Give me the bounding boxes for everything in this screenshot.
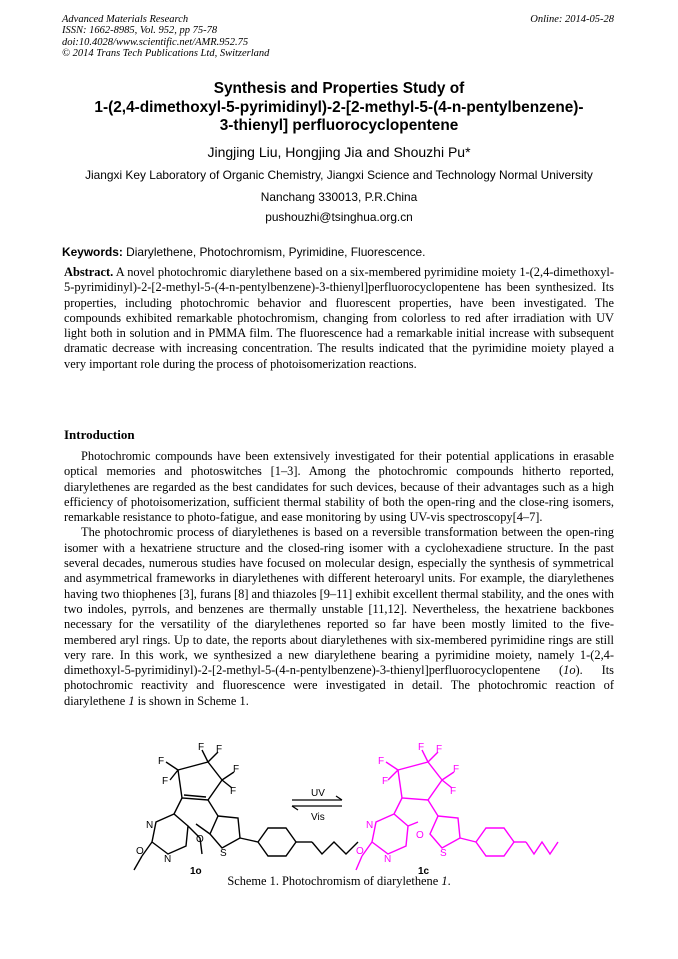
journal-doi: doi:10.4028/www.scientific.net/AMR.952.75 <box>62 36 249 48</box>
svg-text:F: F <box>450 786 457 797</box>
paragraph: Photochromic compounds have been extensively investigated for their potential applications in erasable optical memories and photoswitches [1–3]. Among the photochromic compounds hitherto reported, diarylethenes are regarded as the best candidates for such devices, because of their advantages such as a high efficiency of photoisomerization, sufficient thermal stability of both the open-ring and the close-ring isomers, remarkable resistance to photo-fatigue, and ease monitoring by using UV-vis spectroscopy[4–7]. <box>64 449 614 525</box>
title-line: 1-(2,4-dimethoxyl-5-pyrimidinyl)-2-[2-methyl-5-(4-n-pentylbenzene)- <box>94 98 584 116</box>
svg-text:F: F <box>216 744 223 755</box>
svg-text:O: O <box>196 834 204 845</box>
section-heading: Introduction <box>64 427 135 442</box>
svg-text:S: S <box>440 848 447 859</box>
svg-text:F: F <box>158 756 165 767</box>
arrow-vis-label: Vis <box>311 812 325 823</box>
online-date: Online: 2014-05-28 <box>530 14 614 25</box>
svg-text:F: F <box>198 742 205 753</box>
svg-text:F: F <box>162 776 169 787</box>
svg-text:O: O <box>136 846 144 857</box>
svg-text:O: O <box>356 846 364 857</box>
paragraph: The photochromic process of diarylethenes is based on a reversible transformation between the open-ring isomer with a hexatriene structure and the closed-ring isomer with a cyclohexadiene structure. In the past several decades, numerous studies have focused on molecular design, especially the synthesis of symmetrical and asymmetrical frameworks in diarylethenes with different heteroaryl units. For example, the diarylethenes having two thiophenes [3], furans [8] and thiazoles [9–11] exhibit excellent thermal stability, and the ones with two indoles, pyrrols, and benzenes are thermally unstable [11,12]. Nevertheless, the hexatriene backbones necessary for the versatility of the diarylethenes reported so far have been mostly limited to the five-membered aryl rings. Up to date, the reports about diarylethenes with six-membered pyrimidine rings are still very rare. In this work, we synthesized a new diarylethene bearing a pyrimidine moiety, namely 1-(2,4-dimethoxyl-5-pyrimidinyl)-2-[2-methyl-5-(4-n-pentylbenzene)-3-thienyl]perfluorocyclopentene (1o). Its photochromic reactivity and fluorescence were investigated in detail. The photochromic reaction of diarylethene 1 is shown in Scheme 1. <box>64 525 615 708</box>
svg-text:N: N <box>384 854 392 865</box>
keywords-text: Diarylethene, Photochromism, Pyrimidine, Fluorescence. <box>122 245 426 259</box>
svg-text:F: F <box>382 776 389 787</box>
svg-text:N: N <box>164 854 172 865</box>
keywords <box>62 245 425 259</box>
svg-text:F: F <box>418 742 425 753</box>
journal-header <box>62 14 269 60</box>
svg-text:F: F <box>233 764 240 775</box>
keywords-label: Keywords: <box>62 245 123 259</box>
svg-text:N: N <box>146 820 154 831</box>
arrow-uv-label: UV <box>311 788 325 799</box>
journal-name: Advanced Materials Research <box>62 14 189 25</box>
svg-text:F: F <box>436 744 443 755</box>
compound-label-1o: 1o <box>190 866 202 877</box>
svg-text:S: S <box>220 848 227 859</box>
abstract-text: A novel photochromic diarylethene based on a six-membered pyrimidine moiety 1-(2,4-dimethoxyl-5-pyrimidinyl)-2-[2-methyl-5-(4-n-pentylbenzene)-3-thienyl]perfluorocyclopentene has been synthesized. Its properties, including photochromic behavior and fluorescent properties, have been investigated. The compounds exhibited remarkable photochromism, changing from colorless to red after irradiation with UV light both in solution and in PMMA film. The fluorescence had a remarkable initial increase with subsequent dramatic decrease with increasing concentration. The results indicated that the pyrimidine moiety played a very important role during the process of photoisomerization reactions. <box>64 265 614 371</box>
compound-label-1c: 1c <box>418 866 430 877</box>
svg-text:F: F <box>453 764 460 775</box>
email[interactable]: pushouzhi@tsinghua.org.cn <box>265 210 413 224</box>
journal-copyright: © 2014 Trans Tech Publications Ltd, Switzerland <box>62 48 270 60</box>
svg-text:F: F <box>230 786 237 797</box>
abstract-label: Abstract. <box>64 265 114 279</box>
title-line: 3-thienyl] perfluorocyclopentene <box>219 117 459 134</box>
introduction-body <box>64 449 614 709</box>
open-ring-structure <box>134 750 358 870</box>
journal-issn: ISSN: 1662-8985, Vol. 952, pp 75-78 <box>62 25 218 37</box>
title-line: Synthesis and Properties Study of <box>213 80 465 97</box>
paper-title <box>40 80 638 136</box>
abstract <box>64 265 614 372</box>
authors: Jingjing Liu, Hongjing Jia and Shouzhi Pu* <box>207 144 471 160</box>
scheme-caption: Scheme 1. Photochromism of diarylethene 1. <box>227 874 451 888</box>
affiliation-address: Nanchang 330013, P.R.China <box>260 190 418 204</box>
svg-text:O: O <box>416 830 424 841</box>
affiliation: Jiangxi Key Laboratory of Organic Chemistry, Jiangxi Science and Technology Normal University <box>85 168 593 182</box>
svg-text:F: F <box>378 756 385 767</box>
svg-text:N: N <box>366 820 374 831</box>
scheme-1-structures <box>120 742 560 880</box>
